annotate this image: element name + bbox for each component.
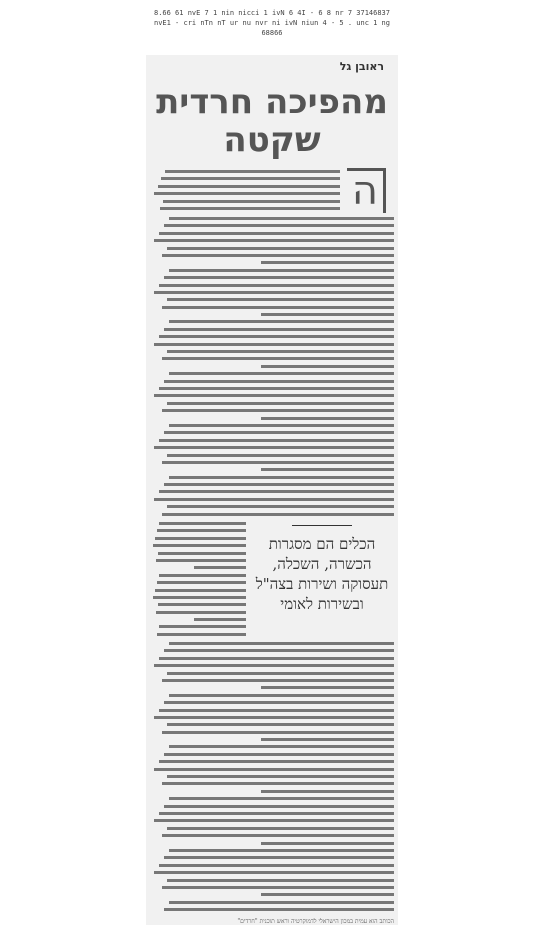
text-line — [150, 877, 394, 884]
text-line — [150, 205, 340, 212]
text-line — [150, 215, 394, 222]
text-line — [150, 609, 246, 616]
text-line — [150, 535, 246, 542]
text-line — [150, 699, 394, 706]
text-line — [150, 572, 246, 579]
text-line — [150, 520, 246, 527]
text-line — [150, 825, 394, 832]
text-line — [150, 304, 394, 311]
text-line — [150, 333, 394, 340]
text-line — [150, 640, 394, 647]
text-line — [150, 810, 394, 817]
text-line — [150, 311, 394, 318]
text-line — [150, 557, 246, 564]
text-line — [150, 341, 394, 348]
text-line — [150, 385, 394, 392]
text-line — [150, 474, 394, 481]
text-line — [150, 677, 394, 684]
text-line — [150, 817, 394, 824]
text-line — [150, 623, 246, 630]
text-line — [150, 282, 394, 289]
text-line — [150, 459, 394, 466]
text-line — [150, 751, 394, 758]
author-signature: הכותב הוא עמית במכון הישראלי לדמוקרטיה וראש תוכנית "חרדים" — [237, 918, 394, 925]
text-line — [150, 222, 394, 229]
text-line — [150, 869, 394, 876]
text-line — [150, 773, 394, 780]
text-line — [150, 429, 394, 436]
body-text-continued — [150, 640, 394, 913]
text-line — [150, 259, 394, 266]
text-line — [150, 183, 340, 190]
text-line — [150, 714, 394, 721]
text-line — [150, 542, 246, 549]
text-line — [150, 587, 246, 594]
text-line — [150, 707, 394, 714]
text-line — [150, 488, 394, 495]
text-line — [150, 370, 394, 377]
text-line — [150, 168, 340, 175]
text-line — [150, 854, 394, 861]
pull-quote-rule — [292, 525, 352, 526]
text-line — [150, 906, 394, 913]
text-line — [150, 190, 340, 197]
text-line — [150, 198, 340, 205]
text-line — [150, 684, 394, 691]
text-line — [150, 407, 394, 414]
text-line — [150, 527, 246, 534]
text-line — [150, 670, 394, 677]
text-line — [150, 788, 394, 795]
text-line — [150, 511, 394, 518]
text-line — [150, 444, 394, 451]
text-line — [150, 348, 394, 355]
text-line — [150, 579, 246, 586]
text-line — [150, 780, 394, 787]
text-line — [150, 466, 394, 473]
text-line — [150, 647, 394, 654]
text-line — [150, 230, 394, 237]
headline-line-1: מהפיכה חרדית — [156, 82, 388, 122]
text-line — [150, 503, 394, 510]
text-line — [150, 832, 394, 839]
text-line — [150, 400, 394, 407]
text-line — [150, 721, 394, 728]
body-text-side-column — [150, 520, 246, 638]
text-line — [150, 274, 394, 281]
text-line — [150, 758, 394, 765]
text-line — [150, 862, 394, 869]
headline-line-2: שקטה — [223, 120, 321, 160]
text-line — [150, 392, 394, 399]
text-line — [150, 378, 394, 385]
text-line — [150, 729, 394, 736]
text-line — [150, 840, 394, 847]
text-line — [150, 766, 394, 773]
document-meta-header — [0, 8, 544, 38]
text-line — [150, 899, 394, 906]
text-line — [150, 422, 394, 429]
text-line — [150, 267, 394, 274]
pull-quote-text: הכלים הם מסגרות הכשרה, השכלה, תעסוקה ושירות בצה"ל ובשירות לאומי — [255, 535, 389, 613]
text-line — [150, 736, 394, 743]
text-line — [150, 631, 246, 638]
text-line — [150, 452, 394, 459]
text-line — [150, 692, 394, 699]
text-line — [150, 847, 394, 854]
text-line — [150, 496, 394, 503]
text-line — [150, 743, 394, 750]
text-line — [150, 363, 394, 370]
body-text-intro — [150, 168, 340, 212]
author-name: ראובן גל — [339, 60, 384, 73]
text-line — [150, 415, 394, 422]
text-line — [150, 550, 246, 557]
text-line — [150, 326, 394, 333]
pull-quote — [252, 525, 392, 614]
text-line — [150, 252, 394, 259]
text-line — [150, 481, 394, 488]
meta-line-1: 8.66 61 nvE 7 1 nin nicci 1 ivN 6 4I - 6 8 nr 7 37146837 — [153, 9, 390, 17]
meta-line-3: 68866 — [261, 29, 283, 37]
text-line — [150, 318, 394, 325]
text-line — [150, 616, 246, 623]
meta-line-2: nvE1 - cri nTn nT ur nu nvr ni ivN niun 4 - 5 . unc 1 ng — [153, 19, 390, 27]
text-line — [150, 891, 394, 898]
text-line — [150, 662, 394, 669]
text-line — [150, 884, 394, 891]
text-line — [150, 245, 394, 252]
text-line — [150, 601, 246, 608]
text-line — [150, 564, 246, 571]
text-line — [150, 175, 340, 182]
text-line — [150, 289, 394, 296]
text-line — [150, 437, 394, 444]
text-line — [150, 803, 394, 810]
body-text-main — [150, 215, 394, 518]
text-line — [150, 296, 394, 303]
text-line — [150, 355, 394, 362]
text-line — [150, 655, 394, 662]
text-line — [150, 795, 394, 802]
text-line — [150, 237, 394, 244]
text-line — [150, 594, 246, 601]
drop-cap: ה — [347, 168, 386, 213]
